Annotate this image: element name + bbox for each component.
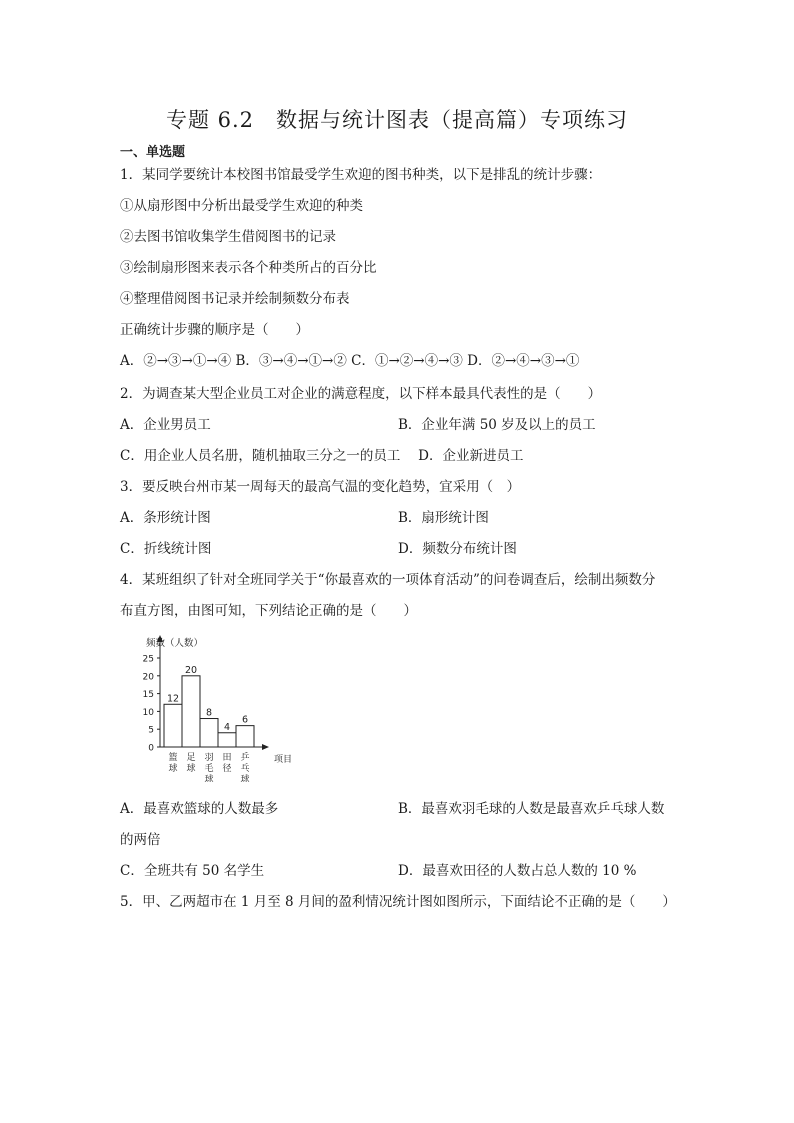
category-label: 毛 [204, 764, 214, 774]
q3-option-d: D．频数分布统计图 [398, 541, 517, 557]
q2-option-b: B．企业年满 50 岁及以上的员工 [398, 417, 596, 433]
y-tick-label: 5 [148, 725, 154, 736]
y-tick-label: 15 [142, 690, 154, 701]
bar-value-label: 8 [205, 707, 213, 719]
category-label: 球 [240, 775, 250, 782]
q1-step-2: ②去图书馆收集学生借阅图书的记录 [120, 229, 336, 245]
bar-value-label: 12 [166, 693, 180, 705]
bar [182, 676, 200, 747]
bar [164, 704, 182, 747]
q3-stem: 3．要反映台州市某一周每天的最高气温的变化趋势，宜采用（ ） [120, 479, 521, 495]
category-label: 篮 [168, 753, 178, 763]
category-label: 乓 [240, 764, 250, 774]
category-label: 径 [222, 764, 232, 774]
q1-step-3: ③绘制扇形图来表示各个种类所占的百分比 [120, 260, 377, 276]
category-label: 球 [168, 764, 178, 774]
bar [218, 733, 236, 747]
category-label: 乒 [240, 753, 250, 763]
y-tick-label: 25 [142, 654, 154, 665]
q3-option-b: B．扇形统计图 [398, 510, 489, 526]
bar [200, 719, 218, 747]
x-axis-arrow [262, 744, 269, 750]
category-label: 球 [204, 775, 214, 782]
q2-option-cd: C．用企业人员名册，随机抽取三分之一的员工 D．企业新进员工 [120, 448, 524, 464]
q1-prompt: 正确统计步骤的顺序是（ ） [120, 322, 309, 338]
bar-value-label: 20 [184, 664, 198, 676]
category-label: 足 [186, 753, 196, 763]
q1-stem: 1．某同学要统计本校图书馆最受学生欢迎的图书种类，以下是排乱的统计步骤： [120, 167, 602, 183]
y-tick-label: 20 [142, 672, 154, 683]
q2-option-a: A．企业男员工 [120, 417, 211, 433]
category-label: 球 [186, 764, 196, 774]
x-axis-label: 项目 [274, 755, 293, 765]
q2-stem: 2．为调查某大型企业员工对企业的满意程度，以下样本最具代表性的是（ ） [120, 386, 602, 402]
q3-option-a: A．条形统计图 [120, 510, 211, 526]
q1-step-1: ①从扇形图中分析出最受学生欢迎的种类 [120, 198, 363, 214]
page-title: 专题 6.2 数据与统计图表（提高篇）专项练习 [165, 108, 629, 132]
category-label: 田 [222, 753, 232, 763]
y-tick-label: 0 [148, 743, 154, 754]
y-tick-label: 10 [142, 707, 154, 718]
q4-option-a: A．最喜欢篮球的人数最多 [120, 801, 279, 817]
q1-step-4: ④整理借阅图书记录并绘制频数分布表 [120, 291, 350, 307]
q1-options: A．②→③→①→④ B．③→④→①→② C．①→②→④→③ D．②→④→③→① [120, 353, 580, 369]
y-axis-label: 频数（人数） [146, 638, 204, 649]
histogram-chart [120, 632, 300, 782]
bar-value-label: 4 [223, 721, 231, 733]
q4-option-c: C．全班共有 50 名学生 [120, 863, 265, 879]
category-label: 羽 [204, 753, 214, 763]
q4-stem-line-2: 布直方图，由图可知，下列结论正确的是（ ） [120, 603, 417, 619]
q4-stem-line-1: 4．某班组织了针对全班同学关于“你最喜欢的一项体育活动”的问卷调查后，绘制出频数分 [120, 572, 656, 588]
q4-option-b-cont: 的两倍 [120, 832, 161, 848]
section-heading: 一、单选题 [120, 145, 186, 160]
bar [236, 726, 254, 747]
bar-value-label: 6 [241, 714, 249, 726]
q3-option-c: C．折线统计图 [120, 541, 212, 557]
q4-option-d: D．最喜欢田径的人数占总人数的 10 % [398, 863, 637, 879]
q4-option-b: B．最喜欢羽毛球的人数是最喜欢乒乓球人数 [398, 801, 665, 817]
q5-stem: 5．甲、乙两超市在 1 月至 8 月间的盈利情况统计图如图所示，下面结论不正确的是（ ） [120, 894, 676, 910]
